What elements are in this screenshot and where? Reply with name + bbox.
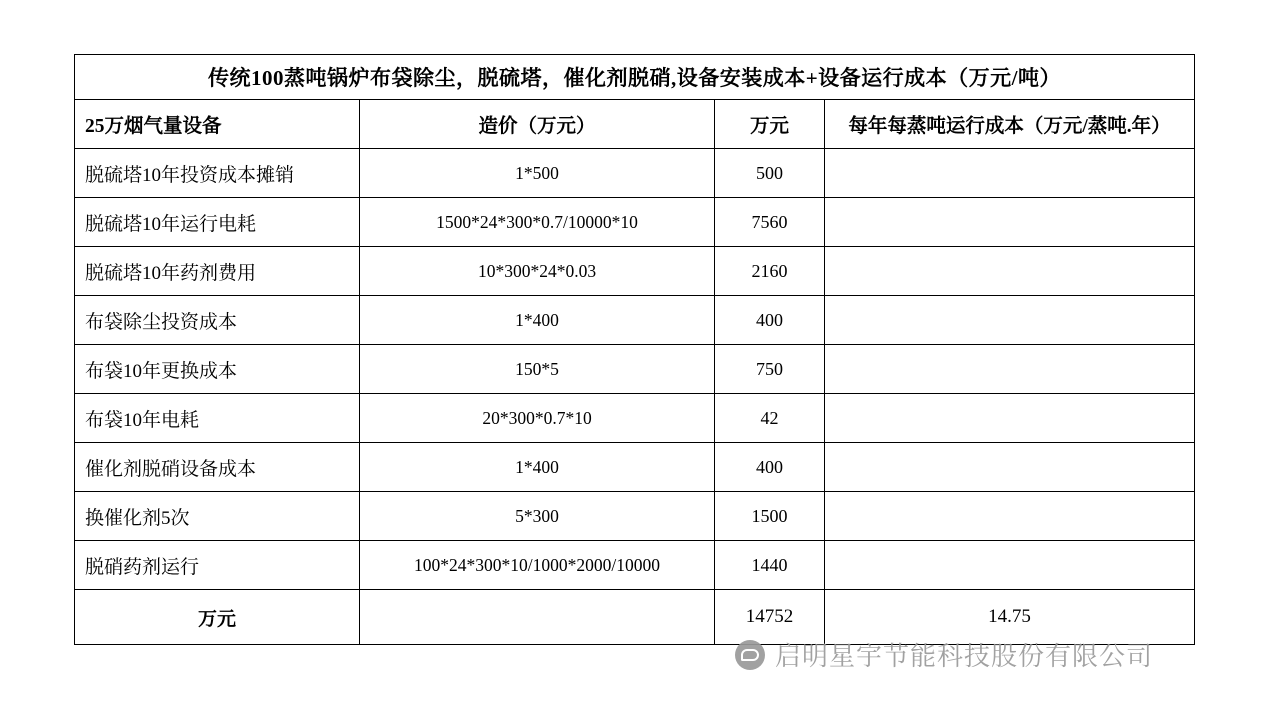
table-row: [75, 149, 1195, 198]
header-item: 25万烟气量设备: [75, 100, 360, 149]
total-calc: [360, 590, 715, 645]
header-calc: 造价（万元）: [360, 100, 715, 149]
row-annual: [825, 443, 1195, 492]
row-item: 布袋10年更换成本: [75, 345, 360, 394]
row-wan: 500: [715, 149, 825, 198]
row-item: 脱硫塔10年药剂费用: [75, 247, 360, 296]
row-calc: 20*300*0.7*10: [360, 394, 715, 443]
row-calc: 1500*24*300*0.7/10000*10: [360, 198, 715, 247]
row-wan: 400: [715, 443, 825, 492]
row-annual: [825, 394, 1195, 443]
row-wan: 400: [715, 296, 825, 345]
table-title-row: [75, 55, 1195, 100]
row-item: 脱硫塔10年运行电耗: [75, 198, 360, 247]
table-row: [75, 541, 1195, 590]
total-label: 万元: [75, 590, 360, 645]
table-row: [75, 394, 1195, 443]
row-item: 脱硝药剂运行: [75, 541, 360, 590]
row-annual: [825, 247, 1195, 296]
row-item: 换催化剂5次: [75, 492, 360, 541]
table-row: [75, 198, 1195, 247]
row-calc: 5*300: [360, 492, 715, 541]
table-row: [75, 345, 1195, 394]
row-calc: 10*300*24*0.03: [360, 247, 715, 296]
row-wan: 7560: [715, 198, 825, 247]
watermark-text: 启明星宇节能科技股份有限公司: [775, 641, 1154, 671]
table-row: [75, 443, 1195, 492]
row-annual: [825, 198, 1195, 247]
row-wan: 750: [715, 345, 825, 394]
row-wan: 1500: [715, 492, 825, 541]
row-calc: 100*24*300*10/1000*2000/10000: [360, 541, 715, 590]
header-wan: 万元: [715, 100, 825, 149]
row-calc: 1*500: [360, 149, 715, 198]
total-wan: 14752: [715, 590, 825, 645]
header-annual: 每年每蒸吨运行成本（万元/蒸吨.年）: [825, 100, 1195, 149]
total-annual: 14.75: [825, 590, 1195, 645]
row-calc: 150*5: [360, 345, 715, 394]
table-row: [75, 492, 1195, 541]
row-annual: [825, 149, 1195, 198]
row-calc: 1*400: [360, 443, 715, 492]
row-annual: [825, 541, 1195, 590]
row-annual: [825, 296, 1195, 345]
row-wan: 42: [715, 394, 825, 443]
row-annual: [825, 492, 1195, 541]
table-header-row: [75, 100, 1195, 149]
row-item: 布袋10年电耗: [75, 394, 360, 443]
row-item: 布袋除尘投资成本: [75, 296, 360, 345]
cost-table: [74, 54, 1195, 645]
table-row: [75, 247, 1195, 296]
table-row: [75, 296, 1195, 345]
row-calc: 1*400: [360, 296, 715, 345]
row-annual: [825, 345, 1195, 394]
table-title: 传统100蒸吨锅炉布袋除尘，脱硫塔，催化剂脱硝,设备安装成本+设备运行成本（万元/吨）: [75, 55, 1195, 100]
row-item: 脱硫塔10年投资成本摊销: [75, 149, 360, 198]
row-item: 催化剂脱硝设备成本: [75, 443, 360, 492]
table-total-row: [75, 590, 1195, 645]
table-body: [75, 55, 1195, 645]
row-wan: 2160: [715, 247, 825, 296]
row-wan: 1440: [715, 541, 825, 590]
